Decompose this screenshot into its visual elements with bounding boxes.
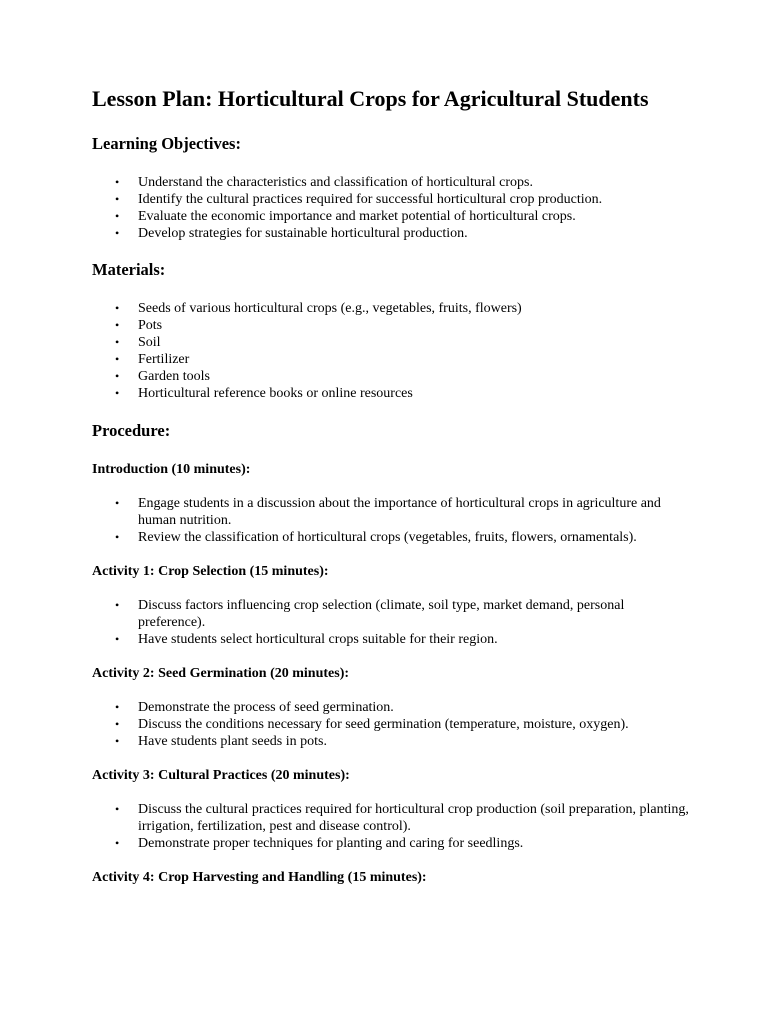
list-item: • Engage students in a discussion about the importance of horticultural crops in agriculture and human nutrition. — [115, 496, 661, 528]
procedure-heading: Procedure: — [92, 421, 171, 440]
activity-1-list — [92, 597, 692, 648]
list-item: • Seeds of various horticultural crops (e.g., vegetables, fruits, flowers) — [115, 301, 522, 316]
list-item: • Review the classification of horticultural crops (vegetables, fruits, flowers, ornamentals). — [115, 530, 637, 545]
activity-2-heading: Activity 2: Seed Germination (20 minutes): — [92, 666, 350, 681]
list-item: • Garden tools — [115, 369, 210, 384]
list-item: • Have students plant seeds in pots. — [115, 734, 327, 749]
list-item: • Understand the characteristics and classification of horticultural crops. — [115, 175, 533, 190]
activity-3-list — [92, 801, 692, 852]
bullet-icon: • — [115, 700, 120, 714]
bullet-icon: • — [115, 335, 120, 349]
bullet-icon: • — [115, 318, 120, 332]
objectives-list — [92, 174, 692, 242]
activity-3-heading: Activity 3: Cultural Practices (20 minutes): — [92, 768, 350, 783]
activity-2-list — [92, 699, 692, 750]
bullet-icon: • — [115, 369, 120, 383]
bullet-icon: • — [115, 175, 120, 189]
list-item: • Discuss the conditions necessary for seed germination (temperature, moisture, oxygen). — [115, 717, 629, 732]
introduction-heading: Introduction (10 minutes): — [92, 462, 251, 477]
list-item: • Fertilizer — [115, 352, 190, 367]
materials-heading: Materials: — [92, 260, 166, 279]
introduction-list — [92, 495, 692, 546]
bullet-icon: • — [115, 632, 120, 646]
bullet-icon: • — [115, 717, 120, 731]
list-item: • Pots — [115, 318, 163, 333]
list-item: • Have students select horticultural crops suitable for their region. — [115, 632, 498, 647]
document-page — [92, 86, 692, 903]
list-item: • Soil — [115, 335, 161, 350]
list-item: • Develop strategies for sustainable horticultural production. — [115, 226, 468, 241]
objectives-heading: Learning Objectives: — [92, 134, 241, 153]
bullet-icon: • — [115, 209, 120, 223]
list-item: • Evaluate the economic importance and market potential of horticultural crops. — [115, 209, 576, 224]
bullet-icon: • — [115, 226, 120, 240]
document-title: Lesson Plan: Horticultural Crops for Agricultural Students — [92, 86, 649, 111]
bullet-icon: • — [115, 386, 120, 400]
materials-list — [92, 300, 692, 402]
bullet-icon: • — [115, 734, 120, 748]
bullet-icon: • — [115, 598, 120, 612]
bullet-icon: • — [115, 530, 120, 544]
list-item: • Discuss factors influencing crop selection (climate, soil type, market demand, personal preference). — [115, 598, 625, 630]
activity-1-heading: Activity 1: Crop Selection (15 minutes): — [92, 564, 329, 579]
bullet-icon: • — [115, 301, 120, 315]
bullet-icon: • — [115, 836, 120, 850]
list-item: • Demonstrate proper techniques for planting and caring for seedlings. — [115, 836, 524, 851]
bullet-icon: • — [115, 496, 120, 510]
bullet-icon: • — [115, 802, 120, 816]
list-item: • Demonstrate the process of seed germination. — [115, 700, 394, 715]
activity-4-heading: Activity 4: Crop Harvesting and Handling (15 minutes): — [92, 870, 427, 885]
bullet-icon: • — [115, 352, 120, 366]
list-item: • Horticultural reference books or online resources — [115, 386, 413, 401]
list-item: • Discuss the cultural practices required for horticultural crop production (soil preparation, planting, irrigation, fertilization, pest and disease control). — [115, 802, 689, 834]
bullet-icon: • — [115, 192, 120, 206]
list-item: • Identify the cultural practices required for successful horticultural crop production. — [115, 192, 603, 207]
